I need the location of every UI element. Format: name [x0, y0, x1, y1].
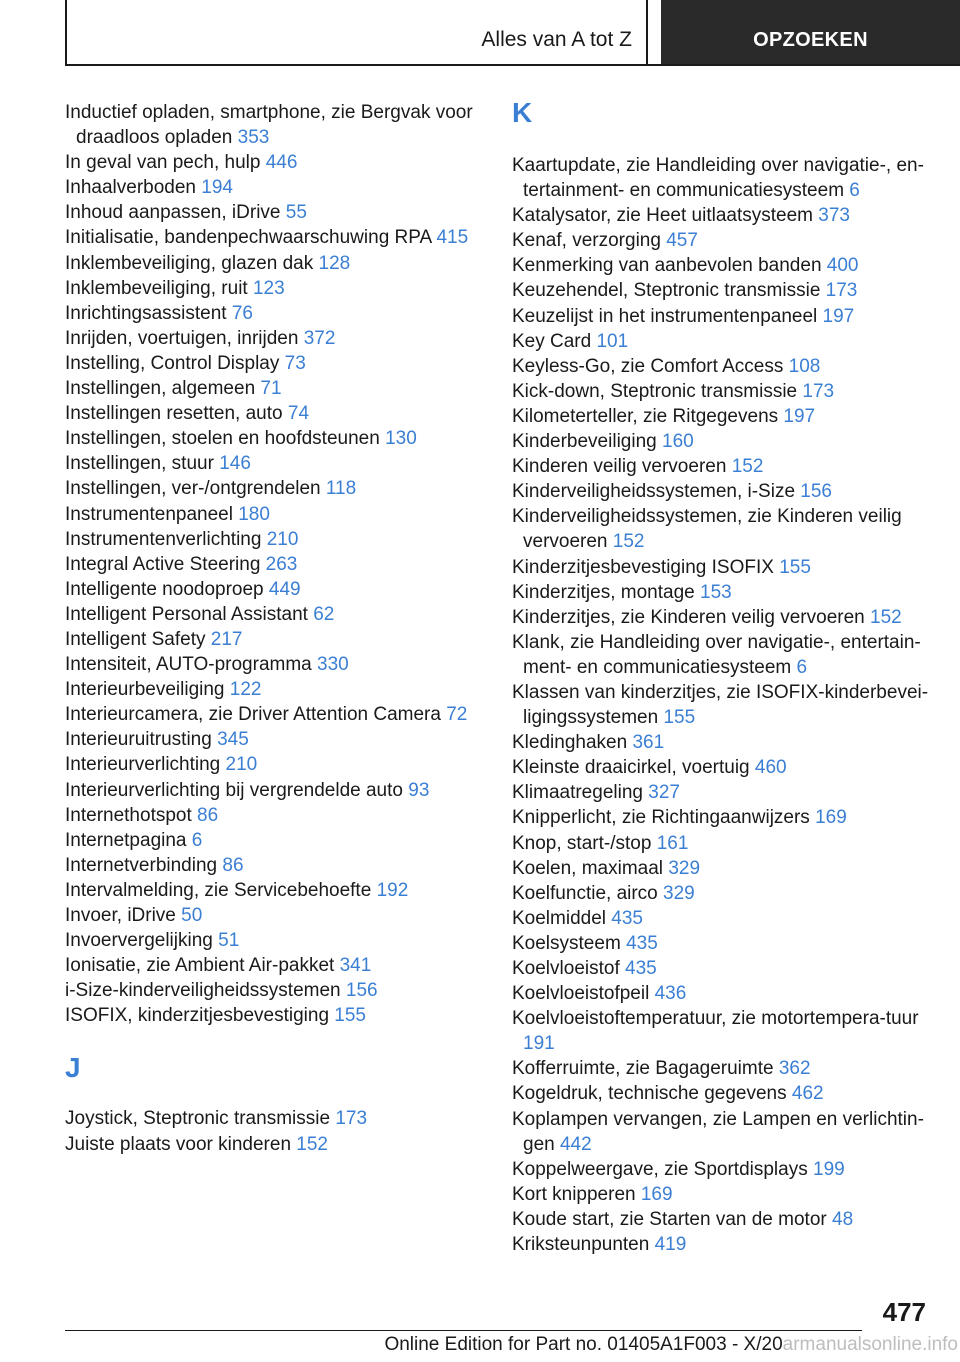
index-entry	[512, 228, 932, 253]
index-entry-text: Invoer, iDrive	[65, 905, 176, 926]
index-entry	[65, 602, 485, 627]
index-entry-text: Key Card	[512, 330, 592, 352]
index-entry-page-link[interactable]: 73	[284, 352, 306, 374]
index-entry-page-link[interactable]: 118	[325, 478, 357, 500]
watermark: armanualsonline.info	[782, 1334, 958, 1355]
index-entry-page-link[interactable]: 6	[849, 180, 860, 202]
index-entry-text: Intelligente noodoproep	[65, 578, 264, 600]
index-entry	[65, 677, 485, 702]
index-entry-page-link[interactable]: 173	[802, 380, 835, 402]
index-entry-text: Instellingen resetten, auto	[65, 403, 283, 425]
index-entry-page-link[interactable]: 6	[796, 656, 808, 678]
index-entry-text: Interieuruitrusting	[65, 729, 212, 751]
index-entry	[65, 828, 485, 853]
index-entry-text: Intelligent Personal Assistant	[65, 603, 308, 625]
index-entry-text: Invoervergelijking	[65, 930, 213, 952]
index-letter-heading: J	[65, 1052, 81, 1084]
index-entry-text: Klank, zie Handleiding over navigatie-, entertain-ment- en communicatiesysteem	[512, 631, 921, 678]
index-entry-text: Koelvloeistofpeil	[512, 983, 650, 1005]
index-entry-page-link[interactable]: 180	[238, 503, 270, 525]
index-entry	[65, 702, 485, 727]
index-entry-page-link[interactable]: 155	[334, 1005, 366, 1027]
index-entry-text: Keuzehendel, Steptronic transmissie	[512, 280, 821, 302]
index-entry	[512, 329, 932, 354]
index-entry-text: Keuzelijst in het instrumentenpaneel	[512, 305, 818, 327]
index-column-right	[512, 97, 932, 1257]
index-entry	[65, 351, 485, 376]
index-entry	[512, 203, 932, 228]
index-entry-page-link[interactable]: 435	[625, 958, 657, 979]
index-entry-text: Interieurcamera, zie Driver Attention Camera	[65, 704, 441, 726]
index-entry-page-link[interactable]: 329	[668, 857, 701, 879]
index-entry-text: Kledinghaken	[512, 732, 628, 754]
index-entry	[512, 680, 932, 730]
index-entry	[512, 1107, 932, 1157]
index-entry	[65, 502, 485, 527]
index-entry	[512, 1182, 932, 1207]
index-entry-text: Initialisatie, bandenpechwaarschuwing RPA	[65, 227, 432, 249]
index-entry	[65, 175, 485, 200]
chapter-tab-label: OPZOEKEN	[753, 29, 868, 51]
index-entry	[512, 1157, 932, 1182]
index-entry-text: Internethotspot	[65, 804, 192, 826]
index-entry-page-link[interactable]: 48	[832, 1208, 854, 1230]
header-divider	[65, 64, 960, 66]
index-entry-text: Kenmerking van aanbevolen banden	[512, 255, 822, 277]
index-entry-page-link[interactable]: 192	[376, 879, 409, 901]
index-entry-text: Inklembeveiliging, glazen dak	[65, 252, 314, 274]
index-entry	[65, 1106, 485, 1131]
index-entry-text: Kilometerteller, zie Ritgegevens	[512, 405, 779, 427]
index-entry-page-link[interactable]: 345	[217, 729, 249, 751]
index-entry	[65, 150, 485, 175]
index-entry-text: Intervalmelding, zie Servicebehoefte	[65, 879, 372, 901]
index-entry-page-link[interactable]: 460	[754, 757, 787, 779]
section-title: Alles van A tot Z	[481, 28, 632, 51]
index-entry-page-link[interactable]: 330	[317, 654, 349, 676]
index-entry-page-link[interactable]: 361	[632, 732, 665, 754]
index-entry-page-link[interactable]: 457	[666, 230, 698, 252]
index-entry	[65, 376, 485, 401]
index-entry-page-link[interactable]: 210	[266, 528, 299, 550]
index-entry-page-link[interactable]: 108	[788, 355, 821, 377]
index-entry	[512, 605, 932, 630]
index-entry	[512, 1006, 932, 1056]
index-entry-page-link[interactable]: 442	[559, 1133, 592, 1155]
index-entry-text: Interieurverlichting	[65, 754, 221, 776]
index-entry-page-link[interactable]: 435	[626, 932, 658, 954]
index-entry	[512, 580, 932, 605]
index-entry-text: Kinderveiligheidssystemen, i-Size	[512, 481, 796, 503]
index-entry	[512, 931, 932, 956]
index-entry-page-link[interactable]: 71	[260, 378, 282, 400]
index-entry-text: Intensiteit, AUTO-programma	[65, 654, 312, 676]
index-entry-page-link[interactable]: 156	[800, 481, 832, 503]
index-entry-text: Kinderbeveiliging	[512, 431, 657, 453]
index-entry	[512, 805, 932, 830]
index-entry-page-link[interactable]: 161	[656, 832, 689, 854]
index-entry-page-link[interactable]: 160	[662, 431, 694, 453]
index-entry-text: Joystick, Steptronic transmissie	[65, 1108, 331, 1130]
index-entry-page-link[interactable]: 372	[303, 327, 336, 349]
index-entry-page-link[interactable]: 446	[265, 152, 298, 174]
index-entry-text: Kinderzitjes, zie Kinderen veilig vervoeren	[512, 606, 865, 628]
index-entry-text: Kinderveiligheidssystemen, zie Kinderen veilig vervoeren	[512, 506, 902, 553]
index-entry-text: Knipperlicht, zie Richtingaanwijzers	[512, 807, 810, 829]
index-entry-text: Klassen van kinderzitjes, zie ISOFIX-kinderbevei-ligingssystemen	[512, 681, 929, 729]
index-entry-text: Internetpagina	[65, 829, 187, 851]
index-entry-page-link[interactable]: 93	[408, 779, 430, 801]
index-entry-page-link[interactable]: 155	[779, 556, 811, 578]
index-entry	[512, 404, 932, 429]
index-entry-text: Kick-down, Steptronic transmissie	[512, 380, 798, 402]
index-entry-text: Inhaalverboden	[65, 177, 196, 199]
index-entry	[65, 627, 485, 652]
index-entry-page-link[interactable]: 197	[783, 405, 816, 427]
index-entry-page-link[interactable]: 55	[285, 202, 307, 224]
index-entry-text: Kinderzitjesbevestiging ISOFIX	[512, 556, 774, 578]
index-entry	[512, 153, 932, 203]
index-entry-text: Inrichtingsassistent	[65, 302, 227, 324]
index-entry	[65, 978, 485, 1003]
index-entry	[65, 1003, 485, 1028]
index-entry-text: Instellingen, algemeen	[65, 378, 256, 400]
index-entry-page-link[interactable]: 173	[335, 1108, 368, 1130]
index-entry	[65, 1132, 485, 1157]
index-entry-text: Koelfunctie, airco	[512, 882, 658, 904]
index-entry-page-link[interactable]: 419	[654, 1234, 687, 1256]
index-entry-text: ISOFIX, kinderzitjesbevestiging	[65, 1005, 330, 1027]
index-entry-text: Kleinste draaicirkel, voertuig	[512, 757, 750, 779]
index-entry-page-link[interactable]: 435	[611, 907, 643, 929]
index-entry-page-link[interactable]: 122	[229, 679, 262, 701]
index-entry-text: Koelvloeistof	[512, 958, 620, 979]
index-entry	[65, 953, 485, 978]
index-entry	[65, 401, 485, 426]
index-entry	[65, 552, 485, 577]
index-entry-page-link[interactable]: 415	[436, 227, 469, 249]
index-entry-text: In geval van pech, hulp	[65, 152, 261, 174]
index-entry-text: Instellingen, stoelen en hoofdsteunen	[65, 428, 380, 450]
index-entry	[512, 755, 932, 780]
index-entry-page-link[interactable]: 169	[640, 1183, 673, 1205]
index-entry	[65, 301, 485, 326]
index-entry	[65, 100, 485, 150]
index-entry-page-link[interactable]: 152	[296, 1133, 328, 1155]
index-entry-text: Internetverbinding	[65, 854, 218, 876]
index-entry-page-link[interactable]: 146	[219, 453, 251, 475]
index-entry-page-link[interactable]: 173	[825, 280, 858, 302]
index-entry-page-link[interactable]: 130	[385, 428, 417, 450]
index-entry	[512, 981, 932, 1006]
index-entry-text: Klimaatregeling	[512, 782, 643, 804]
index-entry	[512, 1056, 932, 1081]
index-entry-page-link[interactable]: 199	[813, 1158, 845, 1180]
index-entry	[512, 831, 932, 856]
index-entry	[512, 630, 932, 680]
index-entry-page-link[interactable]: 373	[818, 205, 850, 227]
index-entry-page-link[interactable]: 210	[225, 754, 258, 776]
index-entry	[512, 881, 932, 906]
index-column-left	[65, 100, 485, 1157]
index-entry	[512, 1207, 932, 1232]
section-tab	[65, 0, 648, 64]
index-entry-page-link[interactable]: 449	[268, 578, 301, 600]
index-entry	[512, 379, 932, 404]
index-entry-text: Kinderen veilig vervoeren	[512, 456, 727, 478]
index-entry-text: Inductief opladen, smartphone, zie Bergvak voor draadloos opladen	[65, 102, 473, 149]
index-entry	[65, 903, 485, 928]
index-entry-page-link[interactable]: 153	[700, 581, 732, 603]
index-entry-page-link[interactable]: 152	[612, 531, 645, 553]
index-entry	[512, 856, 932, 881]
index-entry-text: Keyless-Go, zie Comfort Access	[512, 355, 784, 377]
index-entry-page-link[interactable]: 263	[265, 553, 298, 575]
index-entry	[512, 429, 932, 454]
index-entry-text: Koelmiddel	[512, 907, 606, 929]
index-entry-text: Inhoud aanpassen, iDrive	[65, 202, 281, 224]
index-entry-text: i-Size-kinderveiligheidssystemen	[65, 980, 341, 1002]
index-entry-page-link[interactable]: 50	[181, 905, 203, 926]
index-entry-page-link[interactable]: 217	[210, 628, 243, 650]
index-entry-text: Kofferruimte, zie Bagageruimte	[512, 1058, 774, 1080]
index-entry-text: Kort knipperen	[512, 1183, 636, 1205]
index-entry-page-link[interactable]: 86	[197, 804, 219, 826]
index-entry	[512, 906, 932, 931]
index-entry-text: Juiste plaats voor kinderen	[65, 1133, 292, 1155]
index-entry	[512, 278, 932, 303]
index-entry-page-link[interactable]: 76	[231, 302, 253, 324]
index-entry-text: Instrumentenverlichting	[65, 528, 262, 550]
index-entry-text: Koelen, maximaal	[512, 857, 664, 879]
index-entry	[65, 727, 485, 752]
index-entry-text: Instrumentenpaneel	[65, 503, 233, 525]
index-entry-page-link[interactable]: 101	[596, 330, 629, 352]
index-entry-page-link[interactable]: 51	[218, 930, 240, 952]
index-entry	[65, 426, 485, 451]
index-entry-text: Kaartupdate, zie Handleiding over navigatie-, en-tertainment- en communicatiesysteem	[512, 155, 924, 202]
index-entry-text: Instellingen, ver-/ontgrendelen	[65, 478, 321, 500]
index-entry-text: Interieurverlichting bij vergrendelde auto	[65, 779, 403, 801]
index-entry-page-link[interactable]: 341	[339, 955, 372, 977]
index-entry-page-link[interactable]: 194	[201, 177, 233, 199]
index-entry-text: Interieurbeveiliging	[65, 679, 225, 701]
index-entry	[512, 354, 932, 379]
index-letter-heading: K	[512, 97, 533, 128]
index-entry	[65, 928, 485, 953]
index-entry-text: Katalysator, zie Heet uitlaatsysteem	[512, 205, 813, 227]
index-entry-page-link[interactable]: 62	[313, 603, 335, 625]
index-entry-text: Intelligent Safety	[65, 628, 206, 650]
index-entry-page-link[interactable]: 74	[287, 403, 310, 425]
index-entry	[512, 780, 932, 805]
index-entry-page-link[interactable]: 462	[791, 1083, 824, 1105]
index-entry-text: Kinderzitjes, montage	[512, 581, 695, 603]
index-entry-page-link[interactable]: 86	[222, 854, 244, 876]
chapter-tab[interactable]	[661, 0, 960, 66]
footer-edition	[384, 1334, 958, 1356]
index-entry	[65, 878, 485, 903]
index-entry-text: Kriksteunpunten	[512, 1234, 650, 1256]
index-entry-page-link[interactable]: 329	[663, 882, 695, 904]
index-entry-page-link[interactable]: 353	[237, 127, 270, 149]
index-entry-text: Ionisatie, zie Ambient Air-pakket	[65, 955, 335, 977]
index-entry	[65, 225, 485, 250]
index-entry-text: Knop, start-/stop	[512, 832, 652, 854]
index-entry	[65, 527, 485, 552]
index-entry	[65, 200, 485, 225]
index-entry	[65, 778, 485, 803]
index-entry-text: Inklembeveiliging, ruit	[65, 277, 248, 299]
index-entry	[512, 1081, 932, 1106]
index-entry	[65, 853, 485, 878]
index-entry-page-link[interactable]: 156	[345, 980, 378, 1002]
index-entry-page-link[interactable]: 152	[731, 456, 764, 478]
index-entry-page-link[interactable]: 197	[822, 305, 855, 327]
index-entry	[512, 304, 932, 329]
index-entry-text: Instelling, Control Display	[65, 352, 280, 374]
index-entry	[512, 730, 932, 755]
edition-text: Online Edition for Part no. 01405A1F003 - X/20	[384, 1334, 783, 1355]
index-entry-page-link[interactable]: 362	[778, 1058, 811, 1080]
index-entry	[512, 454, 932, 479]
index-entry	[65, 451, 485, 476]
index-entry	[512, 956, 932, 981]
index-entry	[65, 276, 485, 301]
index-entry-text: Integral Active Steering	[65, 553, 261, 575]
index-entry-text: Koude start, zie Starten van de motor	[512, 1208, 827, 1230]
index-entry-page-link[interactable]: 436	[654, 983, 687, 1005]
index-entry-text: Koelvloeistoftemperatuur, zie motortempera-tuur	[512, 1008, 919, 1030]
index-entry	[65, 803, 485, 828]
index-entry-text: Koelsysteem	[512, 932, 621, 954]
index-entry	[512, 479, 932, 504]
index-entry-page-link[interactable]: 155	[663, 707, 696, 729]
index-entry-page-link[interactable]: 128	[318, 252, 351, 274]
index-entry-text: Kogeldruk, technische gegevens	[512, 1083, 787, 1105]
index-entry	[65, 652, 485, 677]
index-entry-page-link[interactable]: 327	[648, 782, 680, 804]
index-entry-page-link[interactable]: 6	[191, 829, 203, 851]
index-entry	[512, 253, 932, 278]
index-entry-page-link[interactable]: 123	[252, 277, 285, 299]
index-entry	[65, 752, 485, 777]
footer-divider	[65, 1330, 862, 1331]
index-entry	[65, 326, 485, 351]
index-entry-text: Inrijden, voertuigen, inrijden	[65, 327, 299, 349]
index-entry-page-link[interactable]: 152	[870, 606, 902, 628]
index-entry	[65, 577, 485, 602]
index-entry-page-link[interactable]: 169	[815, 807, 847, 829]
index-entry-text: Kenaf, verzorging	[512, 230, 661, 252]
index-entry	[512, 504, 932, 554]
index-entry	[65, 251, 485, 276]
index-entry-page-link[interactable]: 191	[523, 1033, 555, 1055]
page-number: 477	[882, 1297, 926, 1327]
index-entry-text: Koppelweergave, zie Sportdisplays	[512, 1158, 808, 1180]
index-entry-text: Koplampen vervangen, zie Lampen en verlichtin-gen	[512, 1108, 924, 1155]
index-entry	[65, 476, 485, 501]
index-entry	[512, 555, 932, 580]
index-entry-page-link[interactable]: 400	[826, 255, 859, 277]
index-entry-page-link[interactable]: 72	[446, 704, 468, 726]
index-entry-text: Instellingen, stuur	[65, 453, 214, 475]
index-entry	[512, 1232, 932, 1257]
